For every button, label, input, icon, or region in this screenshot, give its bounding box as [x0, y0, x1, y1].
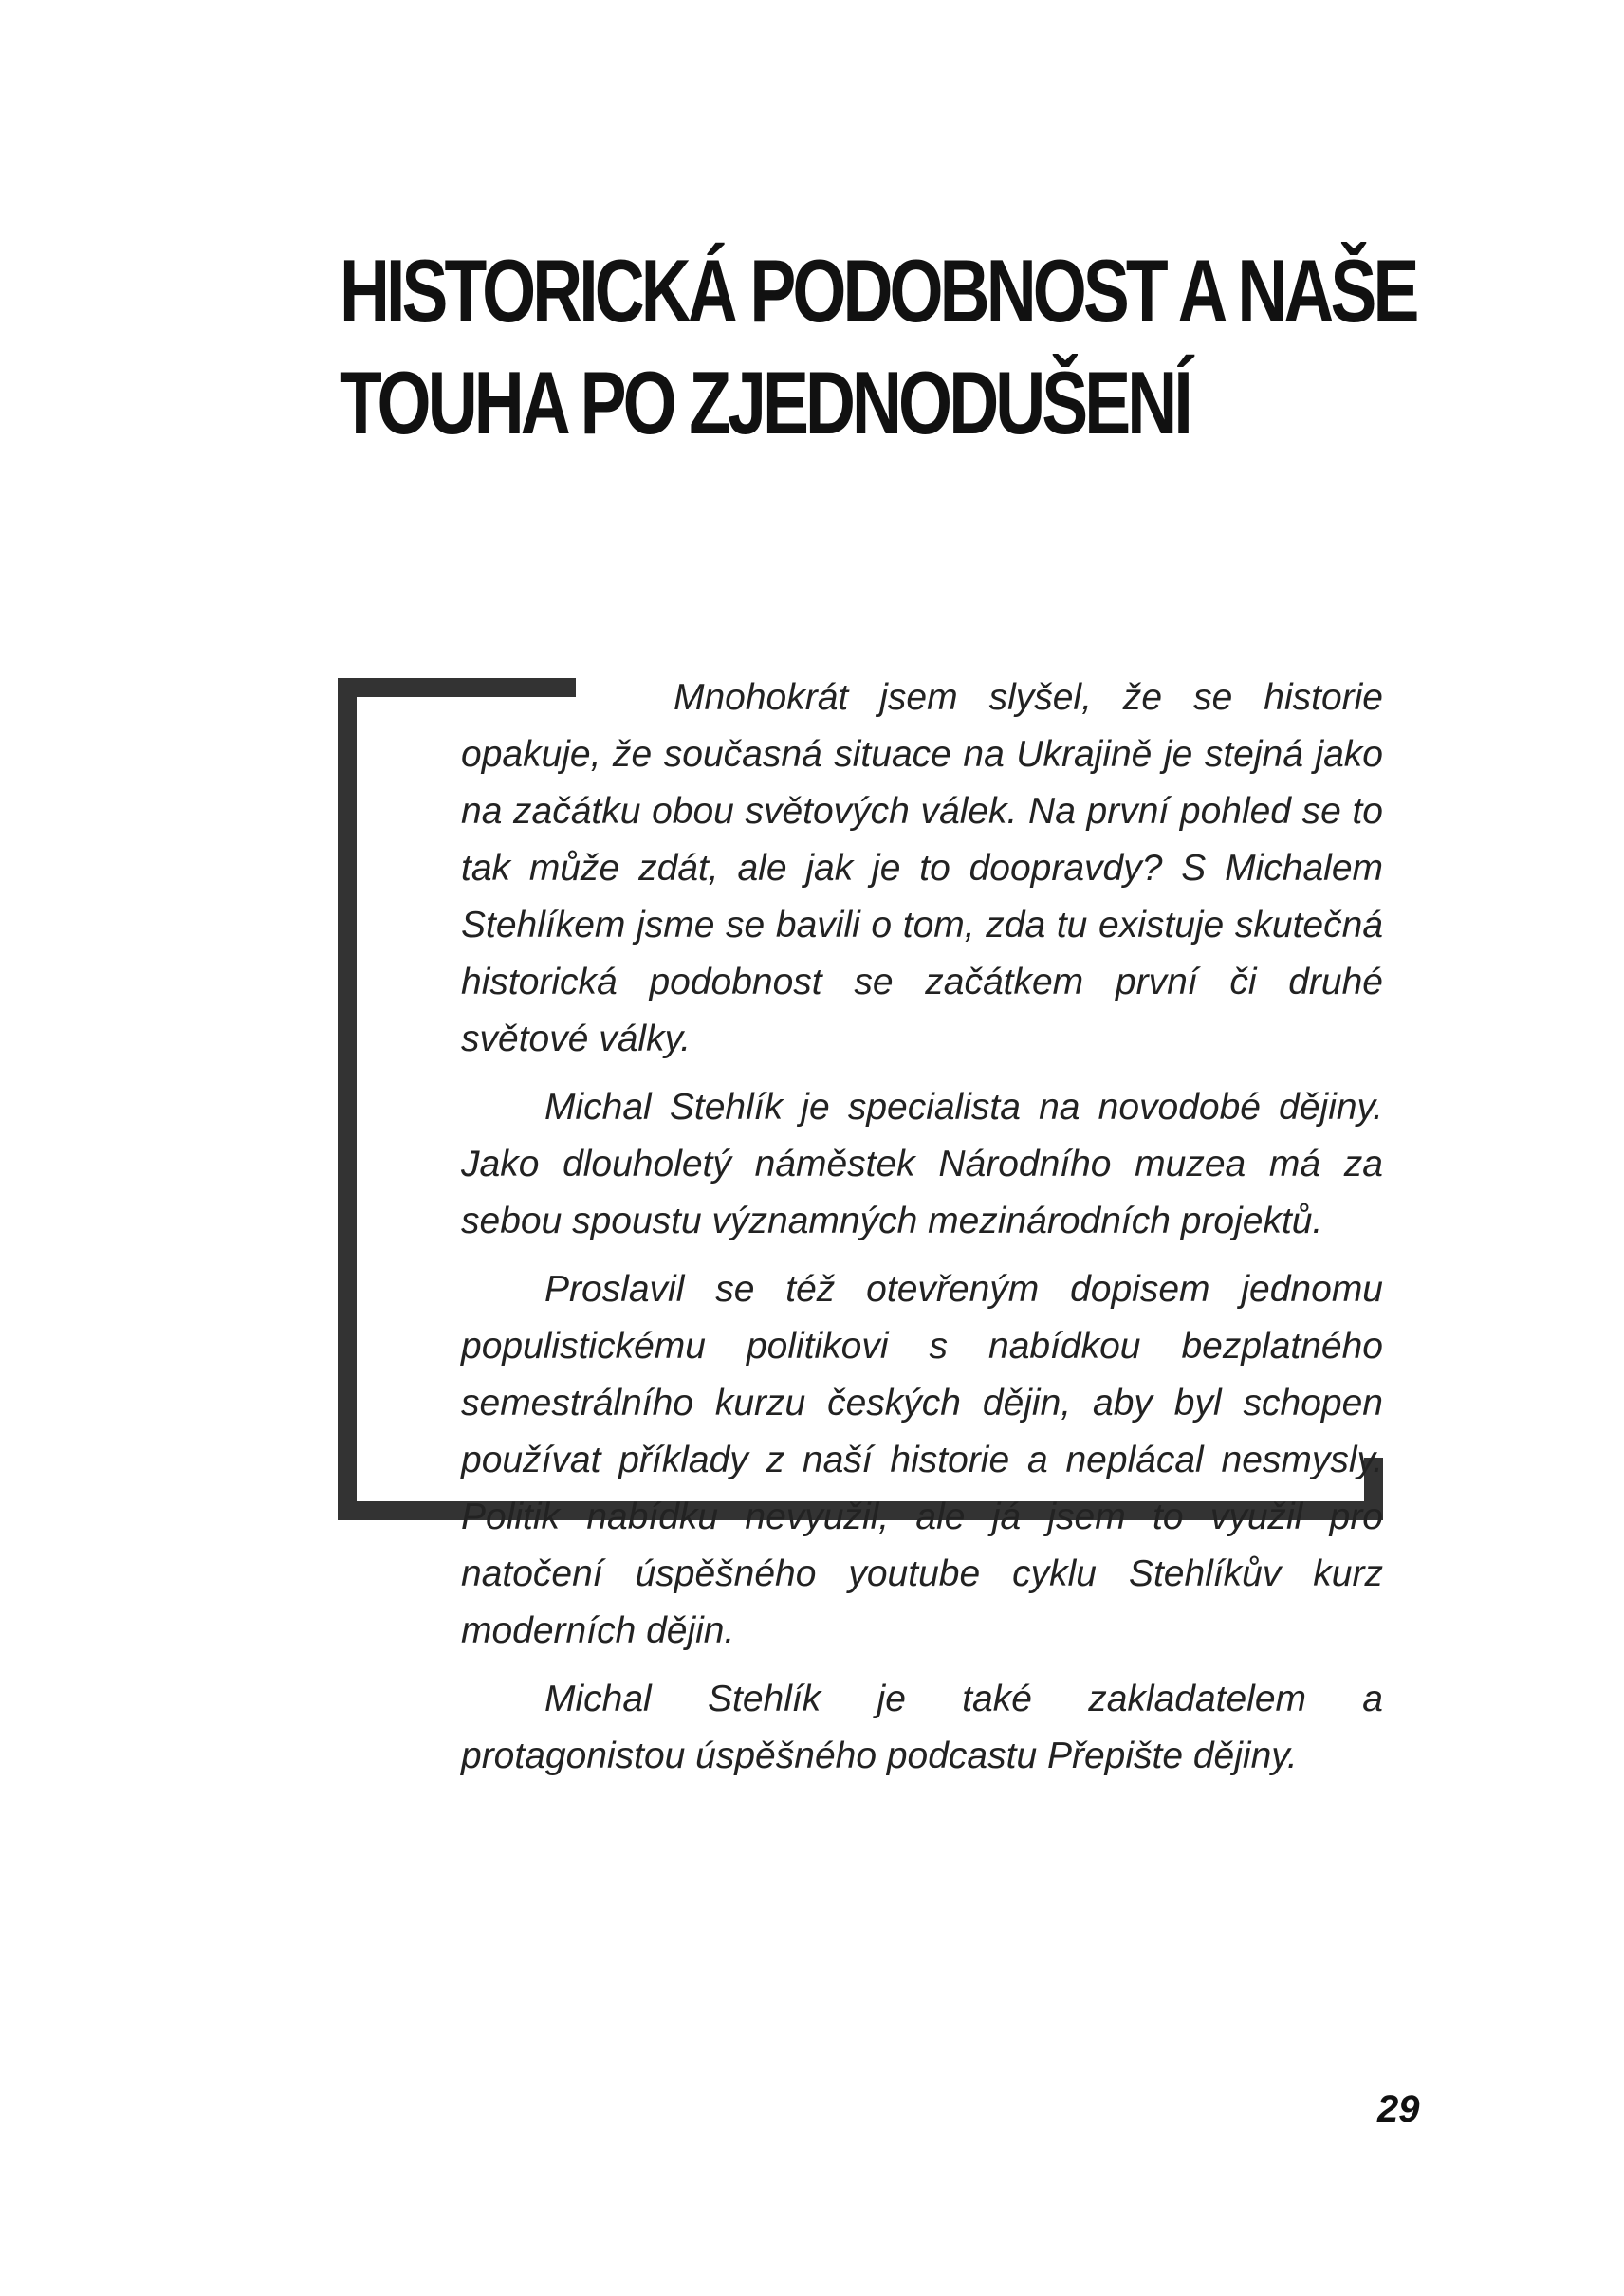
intro-text-block: [461, 670, 1383, 1796]
bracket-frame-left: [338, 678, 357, 1520]
chapter-title: [340, 235, 1416, 459]
chapter-title-line-1: HISTORICKÁ PODOBNOST A NAŠE: [340, 241, 1416, 340]
intro-paragraph: Proslavil se též otevřeným dopisem jednomu populistickému politikovi s nabídkou bezplatného semestrálního kurzu českých dějin, aby byl schopen používat příklady z naší historie a neplácal nesmysly. Politik nabídku nevyužil, ale já jsem to využil pro natočení úspěšného youtube cyklu Stehlíkův kurz moderních dějin.: [461, 1269, 1383, 1651]
intro-paragraph: Mnohokrát jsem slyšel, že se historie opakuje, že současná situace na Ukrajině je stejná jako na začátku obou světových válek. Na první pohled se to tak může zdát, ale jak je to doopravdy? S Michalem Stehlíkem jsme se bavili o tom, zda tu existuje skutečná historická podobnost se začátkem první či druhé světové války.: [461, 677, 1383, 1059]
chapter-title-line-2: TOUHA PO ZJEDNODUŠENÍ: [340, 353, 1190, 452]
intro-paragraph: Michal Stehlík je také zakladatelem a protagonistou úspěšného podcastu Přepište dějiny.: [461, 1679, 1383, 1776]
intro-paragraph: Michal Stehlík je specialista na novodobé dějiny. Jako dlouholetý náměstek Národního muzea má za sebou spoustu významných mezinárodních projektů.: [461, 1087, 1383, 1241]
page-number: 29: [1377, 2088, 1420, 2130]
